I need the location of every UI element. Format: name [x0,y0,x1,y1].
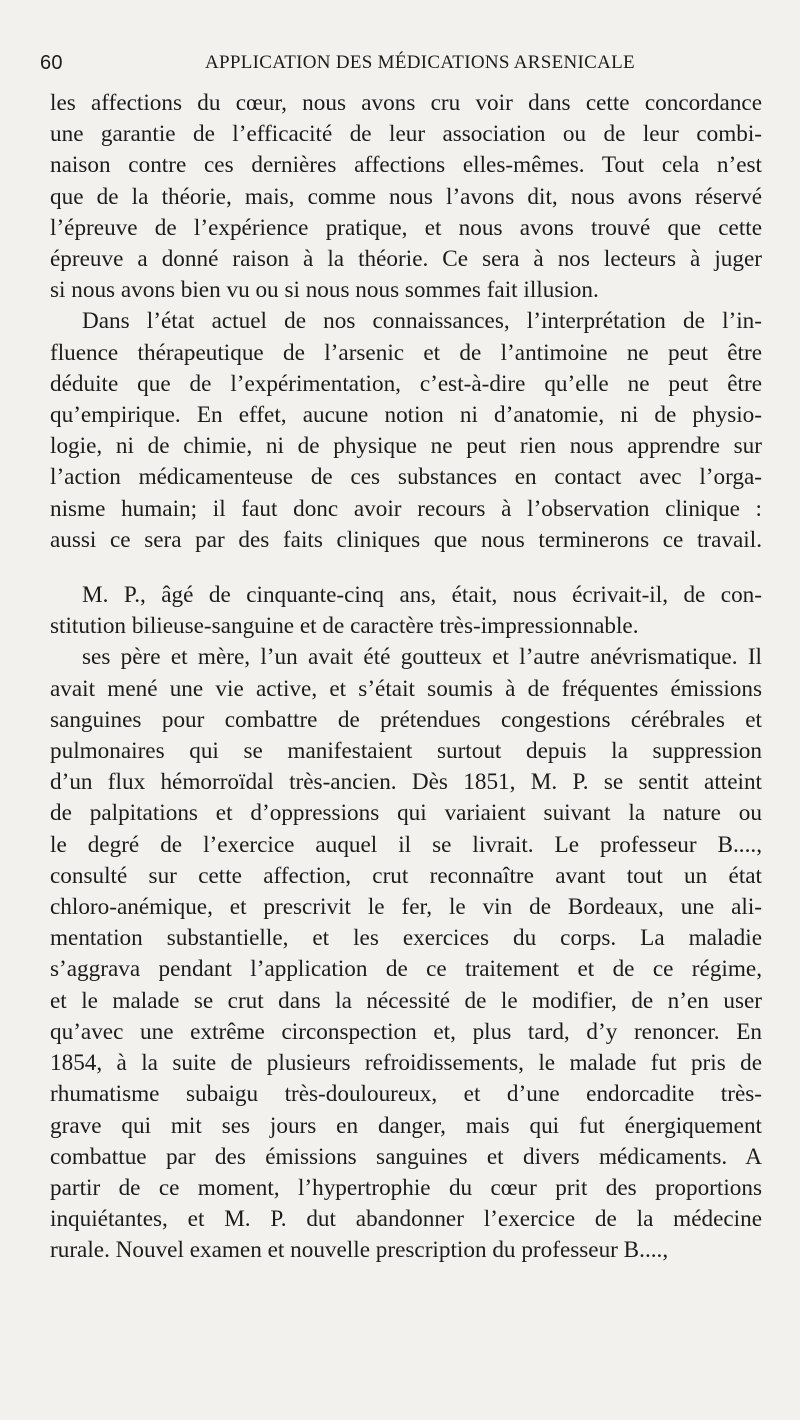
text-line: les affections du cœur, nous avons cru voir dans cette concordance [50,90,762,116]
text-line: rurale. Nouvel examen et nouvelle prescription du professeur B...., [50,1237,669,1264]
text-line: logie, ni de chimie, ni de physique ne peut rien nous apprendre sur [50,433,762,460]
text-line: qu’avec une extrême circonspection et, plus tard, d’y renoncer. En [50,1018,762,1045]
page-number: 60 [40,52,63,74]
text-line: mentation substantielle, et les exercices du corps. La maladie [50,925,762,952]
text-line: Dans l’état actuel de nos connaissances, l’interprétation de l’in- [82,308,762,335]
text-line: stitution bilieuse-sanguine et de caractère très-impressionnable. [50,613,639,640]
text-line: combattue par des émissions sanguines et divers médicaments. A [50,1143,762,1170]
text-line: grave qui mit ses jours en danger, mais qui fut énergiquement [50,1112,762,1139]
text-line: d’un flux hémorroïdal très-ancien. Dès 1851, M. P. se sentit atteint [50,769,762,796]
text-line: chloro-anémique, et prescrivit le fer, le vin de Bordeaux, une ali- [50,894,762,921]
text-line: ses père et mère, l’un avait été goutteux et l’autre anévrismatique. Il [82,644,762,671]
text-line: naison contre ces dernières affections elles-mêmes. Tout cela n’est [50,152,762,179]
text-line: qu’empirique. En effet, aucune notion ni d’anatomie, ni de physio- [50,402,762,429]
text-line: nisme humain; il faut donc avoir recours à l’observation clinique : [50,495,762,522]
text-line: fluence thérapeutique de l’arsenic et de l’antimoine ne peut être [50,339,762,366]
text-line: 1854, à la suite de plusieurs refroidissements, le malade fut pris de [50,1050,762,1077]
text-line: consulté sur cette affection, crut reconnaître avant tout un état [50,862,762,889]
text-line: si nous avons bien vu ou si nous nous sommes fait illusion. [50,277,599,304]
page-header [40,52,780,82]
text-line: avait mené une vie active, et s’était soumis à de fréquentes émissions [50,675,762,702]
paragraph-gap [50,556,762,580]
body-text [50,88,762,1267]
text-line: pulmonaires qui se manifestaient surtout depuis la suppression [50,738,762,765]
text-line: l’action médicamenteuse de ces substances en contact avec l’orga- [50,464,762,491]
text-line: aussi ce sera par des faits cliniques que nous terminerons ce travail. [50,526,762,553]
text-line: une garantie de l’efficacité de leur association ou de leur combi- [50,121,762,148]
text-line: s’aggrava pendant l’application de ce traitement et de ce régime, [50,956,762,983]
text-line: inquiétantes, et M. P. dut abandonner l’exercice de la médecine [50,1206,762,1233]
text-line: de palpitations et d’oppressions qui variaient suivant la nature ou [50,800,762,827]
text-line: épreuve a donné raison à la théorie. Ce sera à nos lecteurs à juger [50,246,762,273]
running-title: APPLICATION DES MÉDICATIONS ARSENICALE [205,52,635,73]
text-line: déduite que de l’expérimentation, c’est-à-dire qu’elle ne peut être [50,370,762,397]
text-line: sanguines pour combattre de prétendues congestions cérébrales et [50,706,762,733]
text-line: rhumatisme subaigu très-douloureux, et d’une endorcadite très- [50,1081,762,1108]
text-line: que de la théorie, mais, comme nous l’avons dit, nous avons réservé [50,183,762,210]
text-line: le degré de l’exercice auquel il se livrait. Le professeur B...., [50,831,762,858]
text-line: partir de ce moment, l’hypertrophie du cœur prit des proportions [50,1174,762,1201]
text-line: l’épreuve de l’expérience pratique, et nous avons trouvé que cette [50,214,762,241]
text-line: et le malade se crut dans la nécessité de le modifier, de n’en user [50,987,762,1014]
text-line: M. P., âgé de cinquante-cinq ans, était, nous écrivait-il, de con- [82,582,762,609]
